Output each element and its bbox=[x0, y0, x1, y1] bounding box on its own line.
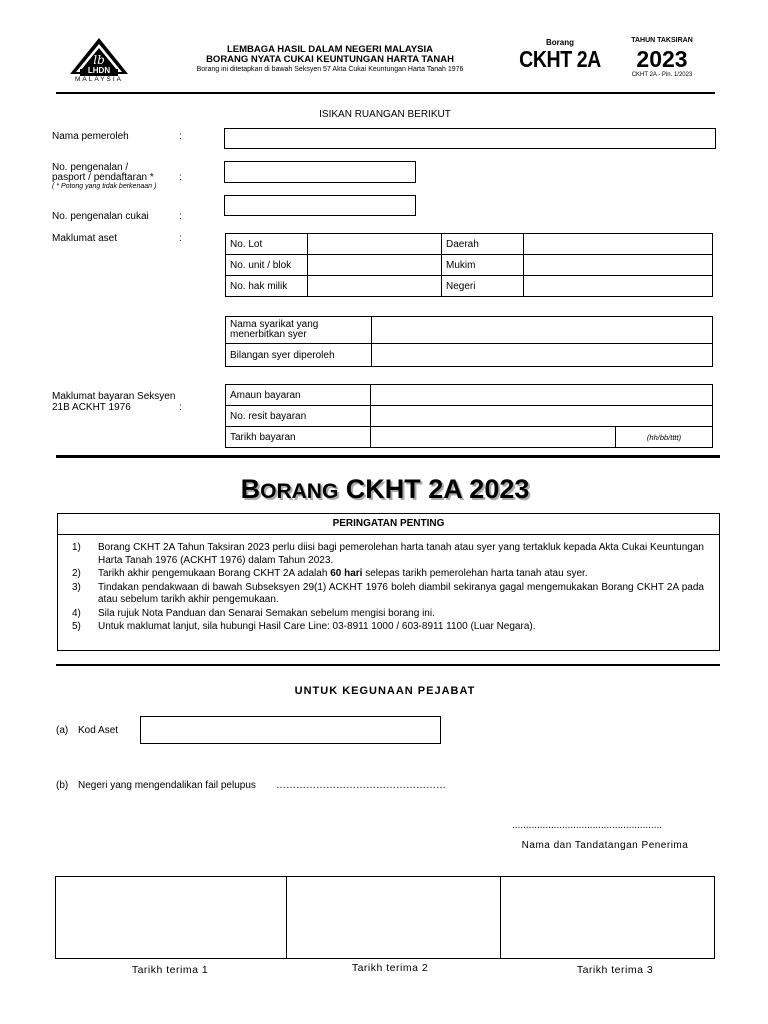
office-b-label: Negeri yang mengendalikan fail pelupus bbox=[78, 780, 256, 791]
big-title-rest: CKHT 2A 2023 bbox=[338, 474, 530, 504]
list-item bbox=[58, 608, 704, 621]
share-table bbox=[225, 316, 713, 367]
table-row bbox=[226, 406, 713, 427]
id-label-line1: No. pengenalan / bbox=[52, 162, 129, 173]
list-item bbox=[58, 582, 704, 607]
office-a-marker: (a) bbox=[56, 725, 69, 736]
section-title: ISIKAN RUANGAN BERIKUT bbox=[319, 109, 451, 120]
payment-date-input[interactable] bbox=[371, 427, 616, 448]
id-note: ( * Potong yang tidak berkenaan ) bbox=[52, 183, 157, 190]
payment-table bbox=[225, 384, 713, 448]
district-input[interactable] bbox=[524, 234, 713, 255]
asset-info-label: Maklumat aset bbox=[52, 233, 118, 244]
assessment-year: 2023 bbox=[636, 46, 688, 72]
revision-code: CKHT 2A - Pin. 1/2023 bbox=[631, 72, 693, 78]
logo-country: MALAYSIA bbox=[74, 76, 124, 83]
company-label bbox=[226, 317, 372, 344]
shares-label: Bilangan syer diperoleh bbox=[226, 344, 372, 367]
svg-text:lb: lb bbox=[93, 53, 105, 67]
section-divider bbox=[56, 455, 720, 458]
title-no-input[interactable] bbox=[308, 276, 442, 297]
received-stamp-area bbox=[55, 876, 715, 959]
big-title bbox=[150, 474, 620, 505]
form-name: BORANG NYATA CUKAI KEUNTUNGAN HARTA TANAH bbox=[206, 54, 454, 65]
notice-divider bbox=[58, 534, 719, 535]
stamp-divider-2 bbox=[500, 877, 501, 958]
mukim-input[interactable] bbox=[524, 255, 713, 276]
signature-label: Nama dan Tandatangan Penerima bbox=[521, 840, 689, 851]
amount-input[interactable] bbox=[371, 385, 713, 406]
district-label: Daerah bbox=[442, 234, 524, 255]
notice-text-5: Untuk maklumat lanjut, sila hubungi Hasil Care Line: 03-8911 1000 / 603-8911 1100 (Luar Negara). bbox=[98, 621, 536, 632]
asset-table bbox=[225, 233, 713, 297]
colon-4: : bbox=[179, 233, 182, 244]
mukim-label: Mukim bbox=[442, 255, 524, 276]
unit-block-input[interactable] bbox=[308, 255, 442, 276]
notice-text-3: Tindakan pendakwaan di bawah Subseksyen 29(1) ACKHT 1976 boleh diambil sekiranya gagal mengemukakan Borang CKHT 2A pada atau sebelum tarikh akhir pengemukaan. bbox=[98, 581, 704, 605]
notice-num-1: 1) bbox=[72, 542, 81, 553]
list-item bbox=[58, 542, 704, 567]
lhdn-logo bbox=[66, 36, 132, 84]
state-input[interactable] bbox=[524, 276, 713, 297]
company-label-line2: menerbitkan syer bbox=[230, 329, 307, 340]
notice-box bbox=[57, 513, 720, 651]
payment-label-line2: 21B ACKHT 1976 bbox=[52, 402, 131, 413]
notice-text-2-post: selepas tarikh pemerolehan harta tanah atau syer. bbox=[362, 568, 588, 579]
received-date-2: Tarikh terima 2 bbox=[351, 962, 429, 974]
colon-5: : bbox=[179, 402, 182, 413]
id-label-line2: pasport / pendaftaran * bbox=[52, 172, 154, 183]
tax-id-label: No. pengenalan cukai bbox=[52, 211, 149, 222]
org-name: LEMBAGA HASIL DALAM NEGERI MALAYSIA bbox=[226, 44, 434, 55]
office-divider bbox=[56, 664, 720, 666]
receipt-label: No. resit bayaran bbox=[226, 406, 371, 427]
notice-title: PERINGATAN PENTING bbox=[332, 518, 445, 529]
payment-label-line1: Maklumat bayaran Seksyen bbox=[52, 391, 176, 402]
colon-2: : bbox=[179, 172, 182, 183]
notice-num-5: 5) bbox=[72, 621, 81, 632]
office-b-marker: (b) bbox=[56, 780, 69, 791]
acquirer-name-label: Nama pemeroleh bbox=[52, 131, 129, 142]
table-row bbox=[226, 234, 713, 255]
notice-text-2-pre: Tarikh akhir pengemukaan Borang CKHT 2A adalah bbox=[98, 568, 331, 579]
stamp-divider-1 bbox=[286, 877, 287, 958]
table-row bbox=[226, 276, 713, 297]
colon-3: : bbox=[179, 211, 182, 222]
table-row bbox=[226, 317, 713, 344]
lot-no-input[interactable] bbox=[308, 234, 442, 255]
received-date-1: Tarikh terima 1 bbox=[131, 964, 209, 976]
notice-text-1: Borang CKHT 2A Tahun Taksiran 2023 perlu diisi bagi pemerolehan harta tanah atau syer yang tertakluk kepada Akta Cukai Keuntungan Harta Tanah 1976 (ACKHT 1976) dalam Tahun 2023. bbox=[98, 542, 704, 566]
table-row bbox=[226, 255, 713, 276]
asset-code-input[interactable] bbox=[140, 716, 441, 744]
signature-line[interactable]: ...................................................... bbox=[512, 820, 663, 831]
tax-id-input[interactable] bbox=[224, 195, 416, 216]
id-number-input[interactable] bbox=[224, 161, 416, 183]
list-item bbox=[58, 568, 704, 581]
table-row bbox=[226, 427, 713, 448]
table-row bbox=[226, 385, 713, 406]
legal-basis: Borang ini ditetapkan di bawah Seksyen 57 Akta Cukai Keuntungan Harta Tanah 1976 bbox=[196, 66, 464, 73]
receipt-input[interactable] bbox=[371, 406, 713, 427]
shares-input[interactable] bbox=[372, 344, 713, 367]
header-divider bbox=[56, 92, 715, 94]
unit-block-label: No. unit / blok bbox=[226, 255, 308, 276]
list-item bbox=[58, 621, 704, 634]
colon-1: : bbox=[179, 131, 182, 142]
office-b-dots[interactable]: …………………………………………… bbox=[276, 780, 446, 791]
date-format-hint: (hh/bb/tttt) bbox=[616, 427, 713, 448]
big-title-orang: ORANG bbox=[260, 480, 339, 503]
borang-label: Borang bbox=[546, 38, 574, 47]
notice-list bbox=[58, 542, 704, 635]
payment-date-label: Tarikh bayaran bbox=[226, 427, 371, 448]
amount-label: Amaun bayaran bbox=[226, 385, 371, 406]
table-row bbox=[226, 344, 713, 367]
notice-text-4: Sila rujuk Nota Panduan dan Senarai Semakan sebelum mengisi borang ini. bbox=[98, 607, 435, 619]
state-label: Negeri bbox=[442, 276, 524, 297]
company-label-line1: Nama syarikat yang bbox=[230, 319, 319, 330]
logo-text: LHDN bbox=[87, 66, 111, 75]
office-title: UNTUK KEGUNAAN PEJABAT bbox=[294, 685, 476, 697]
notice-num-4: 4) bbox=[72, 607, 81, 619]
lot-no-label: No. Lot bbox=[226, 234, 308, 255]
form-code: CKHT 2A bbox=[519, 46, 601, 72]
notice-num-2: 2) bbox=[72, 568, 81, 579]
assessment-year-label: TAHUN TAKSIRAN bbox=[631, 37, 693, 44]
big-title-b: B bbox=[240, 474, 261, 504]
received-date-3: Tarikh terima 3 bbox=[576, 964, 654, 976]
office-a-label: Kod Aset bbox=[78, 725, 119, 736]
notice-text-2-bold: 60 hari bbox=[330, 568, 363, 579]
acquirer-name-input[interactable] bbox=[224, 128, 716, 149]
title-no-label: No. hak milik bbox=[226, 276, 308, 297]
notice-num-3: 3) bbox=[72, 581, 81, 593]
company-input[interactable] bbox=[372, 317, 713, 344]
